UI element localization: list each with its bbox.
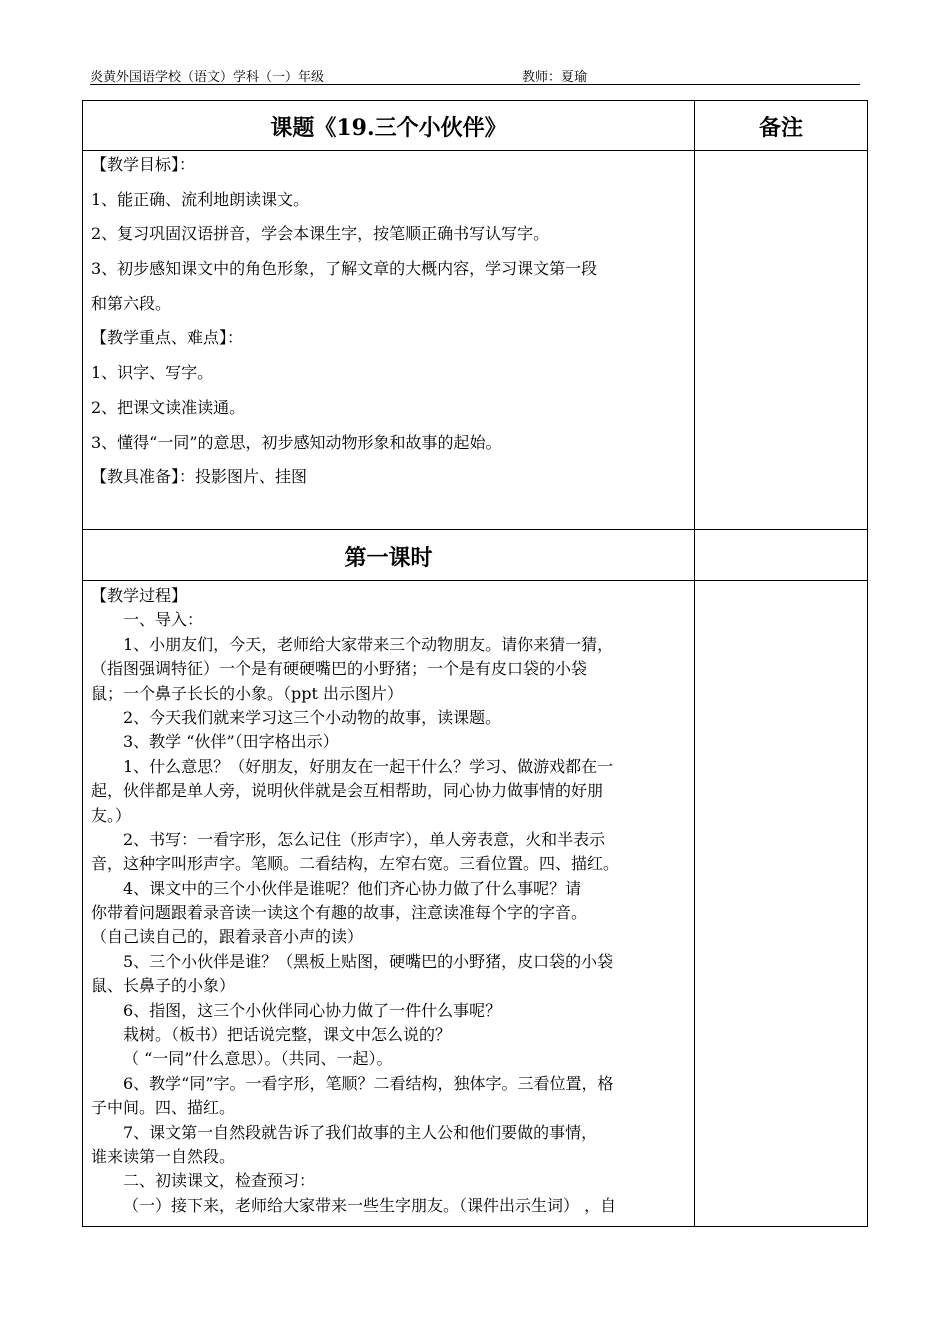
process-line: 友。） <box>91 805 132 825</box>
process-line: （一）接下来，老师给大家带来一些生字朋友。（课件出示生词） ，自 <box>123 1195 617 1215</box>
column-divider <box>694 101 695 1226</box>
goals-line: 2、复习巩固汉语拼音，学会本课生字，按笔顺正确书写认写字。 <box>91 224 550 244</box>
process-line: （指图强调特征）一个是有硬硬嘴巴的小野猪；一个是有皮口袋的小袋 <box>91 659 588 679</box>
row-divider <box>83 529 867 530</box>
process-line: 2、今天我们就来学习这三个小动物的故事，读课题。 <box>123 707 502 727</box>
process-line: 7、课文第一自然段就告诉了我们故事的主人公和他们要做的事情， <box>123 1122 598 1142</box>
notes-header: 备注 <box>758 115 803 141</box>
process-line: 2、书写：一看字形，怎么记住（形声字），单人旁表意，火和半表示 <box>123 829 606 849</box>
process-line: 栽树。（板书）把话说完整，课文中怎么说的？ <box>123 1025 452 1045</box>
process-line: 音，这种字叫形声字。笔顺。二看结构，左窄右宽。三看位置。四、描红。 <box>91 854 620 874</box>
process-line: 6、教学“同”字。一看字形，笔顺？二看结构，独体字。三看位置，格 <box>123 1073 614 1093</box>
process-line: 1、小朋友们，今天，老师给大家带来三个动物朋友。请你来猜一猜， <box>123 634 614 654</box>
process-line: 一、导入： <box>123 610 204 630</box>
process-line: 子中间。四、描红。 <box>91 1098 236 1118</box>
process-line: 鼠；一个鼻子长长的小象。（ppt 出示图片） <box>91 683 404 703</box>
school-subject-grade: 炎黄外国语学校（语文）学科（一）年级 <box>90 70 325 85</box>
teacher-name: 教师：夏瑜 <box>522 70 588 85</box>
row-divider <box>83 150 867 151</box>
goals-line: 1、能正确、流利地朗读课文。 <box>91 189 310 209</box>
goals-line: 【教具准备】：投影图片、挂图 <box>91 467 308 487</box>
process-line: 你带着问题跟着录音读一读这个有趣的故事，注意读准每个字的字音。 <box>91 903 588 923</box>
lesson-title: 课题《19.三个小伙伴》 <box>270 115 507 141</box>
process-line: 【教学过程】 <box>91 586 188 605</box>
teaching-goals <box>91 153 689 500</box>
process-line: （ “一同”什么意思）。（共同、一起）。 <box>123 1049 393 1069</box>
process-line: 起，伙伴都是单人旁，说明伙伴就是会互相帮助，同心协力做事情的好朋 <box>91 781 604 801</box>
goals-line: 3、初步感知课文中的角色形象，了解文章的大概内容，学习课文第一段 <box>91 259 598 279</box>
row-divider <box>83 580 867 581</box>
page-header <box>90 64 860 85</box>
goals-line: 2、把课文读准读通。 <box>91 397 246 417</box>
process-line: 鼠、长鼻子的小象） <box>91 976 236 996</box>
goals-line: 和第六段。 <box>91 293 172 313</box>
process-line: 二、初读课文，检查预习： <box>123 1171 316 1191</box>
lesson-period-title: 第一课时 <box>344 545 433 571</box>
process-line: 4、课文中的三个小伙伴是谁呢？他们齐心协力做了什么事呢？请 <box>123 878 582 898</box>
goals-line: 1、识字、写字。 <box>91 363 214 383</box>
teaching-process <box>91 584 689 1218</box>
process-line: 1、什么意思？（好朋友，好朋友在一起干什么？学习、做游戏都在一 <box>123 756 614 776</box>
goals-line: 【教学目标】： <box>91 155 196 174</box>
process-line: 5、三个小伙伴是谁？（黑板上贴图，硬嘴巴的小野猪，皮口袋的小袋 <box>123 951 614 971</box>
process-line: 3、教学 “伙伴”（田字格出示） <box>123 732 339 752</box>
process-line: （自己读自己的，跟着录音小声的读） <box>91 927 364 947</box>
goals-line: 【教学重点、难点】： <box>91 328 244 348</box>
lesson-plan-table <box>82 100 868 1227</box>
process-line: 谁来读第一自然段。 <box>91 1146 236 1166</box>
process-line: 6、指图，这三个小伙伴同心协力做了一件什么事呢？ <box>123 1000 502 1020</box>
goals-line: 3、懂得“一同”的意思，初步感知动物形象和故事的起始。 <box>91 432 502 452</box>
